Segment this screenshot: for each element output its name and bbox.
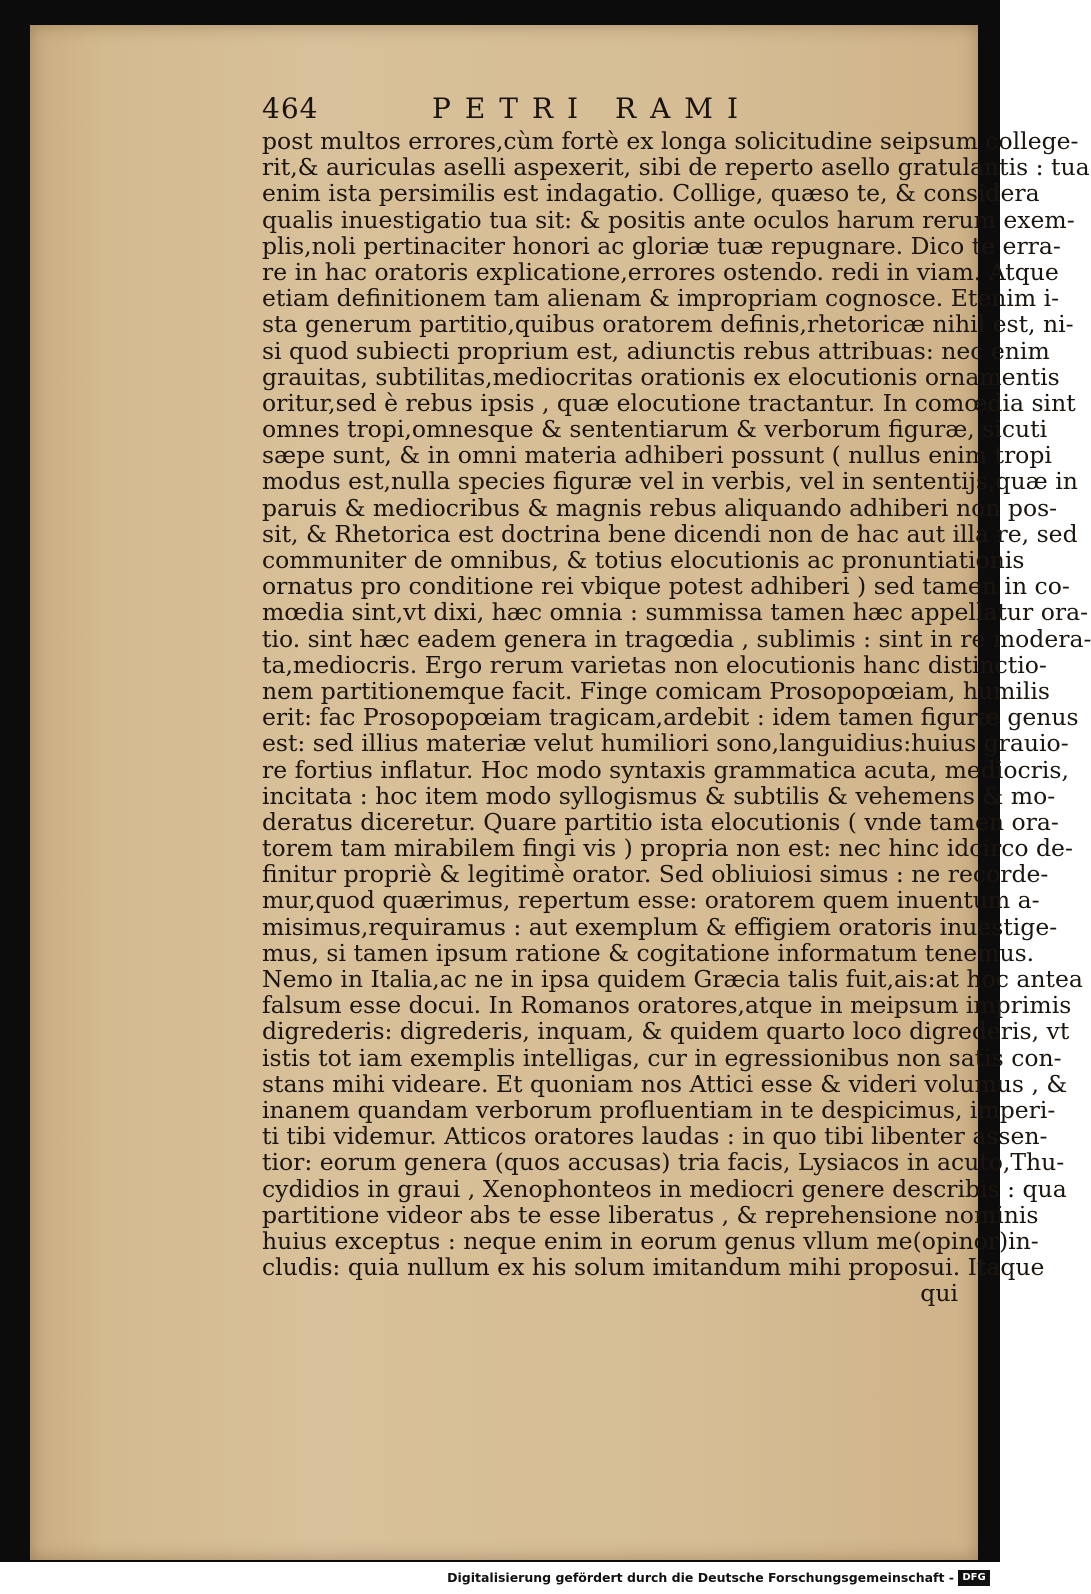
text-line: qui [920,1279,958,1308]
text-line: tio. sint hæc eadem genera in tragœdia , sublimis : sint in re modera- [262,624,1091,653]
text-line: falsum esse docui. In Romanos oratores,atque in meipsum imprimis [262,991,1072,1020]
text-line: ornatus pro conditione rei vbique potest adhiberi ) sed tamen in co- [262,572,1070,601]
text-line: si quod subiecti proprium est, adiunctis rebus attribuas: nec enim [262,336,1050,365]
text-line: re in hac oratoris explicatione,errores ostendo. redi in viam. Atque [262,257,1059,286]
text-line: plis,noli pertinaciter honori ac gloriæ tuæ repugnare. Dico te erra- [262,231,1061,260]
text-line: post multos errores,cùm fortè ex longa solicitudine seipsum college- [262,127,1079,155]
text-line: modus est,nulla species figuræ vel in verbis, vel in sententijs,quæ in [262,467,1078,496]
text-line: inanem quandam verborum profluentiam in te despicimus, imperi- [262,1095,1056,1124]
text-line: Nemo in Italia,ac ne in ipsa quidem Græcia talis fuit,ais:at hoc antea [262,965,1083,993]
text-line: mus, si tamen ipsum ratione & cogitatione informatum tenemus. [262,938,1035,967]
text-line: deratus diceretur. Quare partitio ista elocutionis ( vnde tamen ora- [262,807,1059,836]
dfg-logo: DFG [958,1570,990,1586]
text-line: stans mihi videare. Et quoniam nos Attici esse & videri volumus , & [262,1069,1068,1098]
text-line: partitione videor abs te esse liberatus , & reprehensione nominis [262,1200,1039,1229]
text-line: sta generum partitio,quibus oratorem definis,rhetoricæ nihil est, ni- [262,310,1074,339]
text-line: communiter de omnibus, & totius elocutionis ac pronuntiationis [262,546,1025,574]
text-line: cludis: quia nullum ex his solum imitandum mihi proposui. Itaque [262,1253,1045,1282]
text-line: nem partitionemque facit. Finge comicam Prosopopœiam, humilis [262,676,1050,705]
digitization-footer [0,1568,1000,1594]
text-line: oritur,sed è rebus ipsis , quæ elocutione tractantur. In comœdia sint [262,388,1076,417]
body-text [262,127,1091,1308]
text-line: mur,quod quærimus, repertum esse: oratorem quem inuentum a- [262,886,1040,915]
text-line: sit, & Rhetorica est doctrina bene dicendi non de hac aut illa re, sed [262,519,1078,548]
text-line: ta,mediocris. Ergo rerum varietas non elocutionis hanc distinctio- [262,650,1047,679]
text-line: ti tibi videmur. Atticos oratores laudas : in quo tibi libenter assen- [262,1122,1048,1151]
text-line: grauitas, subtilitas,mediocritas orationis ex elocutionis ornamentis [262,362,1060,391]
text-line: rit,& auriculas aselli aspexerit, sibi de reperto asello gratulantis : tua [262,153,1090,182]
text-line: cydidios in graui , Xenophonteos in mediocri genere describis : qua [262,1174,1067,1203]
text-line: istis tot iam exemplis intelligas, cur in egressionibus non satis con- [262,1043,1062,1072]
funding-credit: Digitalisierung gefördert durch die Deutsche Forschungsgemeinschaft - [447,1570,954,1585]
text-line: tior: eorum genera (quos accusas) tria facis, Lysiacos in acuto,Thu- [262,1148,1065,1177]
running-head: PETRI RAMI [432,92,753,125]
text-line: etiam definitionem tam alienam & impropriam cognosce. Etenim i- [262,284,1060,313]
text-line: incitata : hoc item modo syllogismus & subtilis & vehemens & mo- [262,781,1056,810]
text-line: paruis & mediocribus & magnis rebus aliquando adhiberi non pos- [262,493,1058,522]
text-line: huius exceptus : neque enim in eorum genus vllum me(opinor)in- [262,1226,1039,1255]
text-line: omnes tropi,omnesque & sententiarum & verborum figuræ, sicuti [262,415,1048,444]
text-line: finitur propriè & legitimè orator. Sed obliuiosi simus : ne recorde- [262,860,1049,889]
page-header [262,92,948,132]
text-line: enim ista persimilis est indagatio. Collige, quæso te, & considera [262,179,1040,208]
text-line: est: sed illius materiæ velut humiliori sono,languidius:huius grauio- [262,729,1069,758]
text-line: mœdia sint,vt dixi, hæc omnia : summissa tamen hæc appellatur ora- [262,598,1089,627]
text-line: re fortius inflatur. Hoc modo syntaxis grammatica acuta, mediocris, [262,755,1069,784]
page-number: 464 [262,92,319,125]
text-line: misimus,requiramus : aut exemplum & effigiem oratoris inuestige- [262,912,1058,941]
text-line: erit: fac Prosopopœiam tragicam,ardebit : idem tamen figuræ genus [262,703,1079,732]
text-line: qualis inuestigatio tua sit: & positis ante oculos harum rerum exem- [262,205,1075,234]
text-line: sæpe sunt, & in omni materia adhiberi possunt ( nullus enim tropi [262,441,1052,470]
text-line: torem tam mirabilem fingi vis ) propria non est: nec hinc idcirco de- [262,834,1073,863]
text-line: digrederis: digrederis, inquam, & quidem quarto loco digrederis, vt [262,1017,1070,1046]
